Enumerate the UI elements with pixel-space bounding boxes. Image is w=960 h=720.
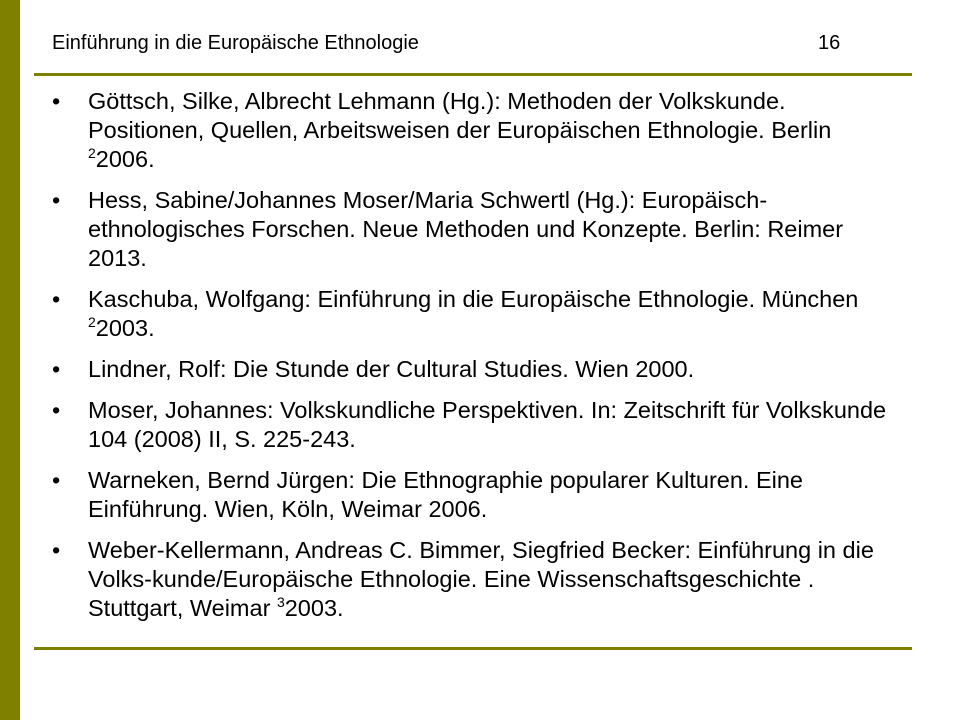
- reference-text: Hess, Sabine/Johannes Moser/Maria Schwertl (Hg.): Europäisch-ethnologisches Forschen. Neue Methoden und Konzepte. Berlin: Reimer 2013.: [88, 187, 844, 271]
- bullet-icon: •: [52, 537, 61, 563]
- bullet-icon: •: [52, 88, 61, 114]
- reference-text: Kaschuba, Wolfgang: Einführung in die Europäische Ethnologie. München: [88, 286, 859, 312]
- list-item: [52, 186, 892, 273]
- reference-year: 2003.: [95, 315, 155, 341]
- reference-text: Göttsch, Silke, Albrecht Lehmann (Hg.): Methoden der Volkskunde. Positionen, Quellen, Arbeitsweisen der Europäischen Ethnologie. Berlin: [88, 88, 832, 143]
- top-divider: [34, 73, 912, 76]
- bullet-icon: •: [52, 397, 61, 423]
- reference-text: Weber-Kellermann, Andreas C. Bimmer, Siegfried Becker: Einführung in die Volks-kunde/Europäische Ethnologie. Eine Wissenschaftsgeschichte . Stuttgart, Weimar: [88, 537, 874, 621]
- list-item: [52, 396, 892, 454]
- list-item: [52, 355, 892, 384]
- bullet-icon: •: [52, 467, 61, 493]
- reference-list: [52, 87, 892, 635]
- reference-year: 2003.: [284, 595, 344, 621]
- left-accent-bar: [0, 0, 20, 720]
- page-number: 16: [818, 32, 841, 54]
- edition-superscript: 2: [88, 145, 96, 161]
- bullet-icon: •: [52, 286, 61, 312]
- bottom-divider: [34, 647, 912, 650]
- list-item: [52, 285, 892, 343]
- bullet-icon: •: [52, 187, 61, 213]
- reference-text: Lindner, Rolf: Die Stunde der Cultural Studies. Wien 2000.: [88, 356, 695, 382]
- edition-superscript: 3: [276, 594, 285, 610]
- reference-text: Moser, Johannes: Volkskundliche Perspektiven. In: Zeitschrift für Volkskunde 104 (2008) II, S. 225-243.: [88, 397, 887, 452]
- page-title: Einführung in die Europäische Ethnologie: [52, 32, 419, 54]
- reference-text: Warneken, Bernd Jürgen: Die Ethnographie popularer Kulturen. Eine Einführung. Wien, Köln, Weimar 2006.: [88, 467, 804, 522]
- bullet-icon: •: [52, 356, 61, 382]
- list-item: [52, 466, 892, 524]
- list-item: [52, 87, 892, 174]
- edition-superscript: 2: [88, 314, 96, 330]
- reference-year: 2006.: [95, 146, 155, 172]
- list-item: [52, 536, 892, 623]
